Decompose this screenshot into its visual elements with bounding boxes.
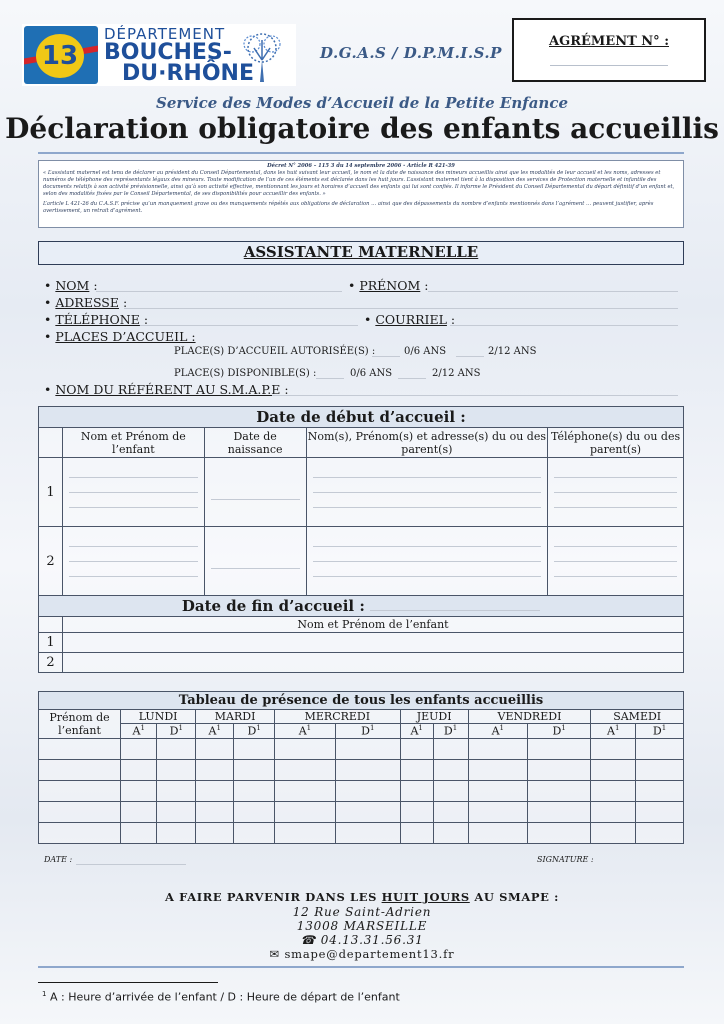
footnote: $^1$ A : Heure d’arrivée de l’enfant / D : Heure de départ de l’enfant [42, 990, 400, 1004]
places-disponibles-row: PLACE(S) DISPONIBLE(S) : [174, 368, 317, 379]
time-cell[interactable] [528, 759, 591, 780]
time-cell[interactable] [433, 801, 468, 822]
time-cell[interactable] [528, 738, 591, 759]
logo-13-emblem: 13 [24, 26, 98, 84]
prenom-field[interactable] [428, 291, 678, 292]
day-jeudi: JEUDI [400, 710, 468, 724]
page-title: Déclaration obligatoire des enfants accueillis [5, 112, 719, 145]
courriel-field[interactable] [450, 325, 678, 326]
accueil-table [38, 406, 684, 673]
fin-enfant-cell[interactable] [62, 633, 683, 653]
arrival-departure-header-row [39, 724, 684, 739]
enfant-cell[interactable] [62, 527, 204, 596]
presence-title: Tableau de présence de tous les enfants accueillis [39, 692, 684, 710]
courriel-label: • COURRIEL : [364, 312, 456, 327]
arrival-header: $A^1$ [275, 724, 336, 739]
time-cell[interactable] [234, 780, 275, 801]
telephone-field[interactable] [140, 325, 358, 326]
time-cell[interactable] [335, 801, 400, 822]
adresse-label: • ADRESSE : [44, 295, 128, 310]
time-cell[interactable] [275, 780, 336, 801]
time-cell[interactable] [528, 780, 591, 801]
day-vendredi: VENDREDI [468, 710, 591, 724]
departure-header: $D^1$ [433, 724, 468, 739]
prenom-cell[interactable] [39, 759, 121, 780]
time-cell[interactable] [196, 822, 234, 843]
row-number: 2 [39, 527, 63, 596]
logo-departement-text: DÉPARTEMENT [104, 25, 226, 43]
table-row [39, 527, 684, 596]
autorisees-0-6-label: 0/6 ANS [404, 346, 447, 357]
referent-label: • NOM DU RÉFÉRENT AU S.M.A.P.E : [44, 382, 289, 397]
day-samedi: SAMEDI [591, 710, 684, 724]
service-subtitle: Service des Modes d’Accueil de la Petite Enfance [155, 94, 568, 112]
naissance-cell[interactable] [204, 527, 306, 596]
table-row [39, 822, 684, 843]
time-cell[interactable] [468, 738, 527, 759]
time-cell[interactable] [400, 738, 433, 759]
bottom-divider [38, 966, 684, 968]
places-label: • PLACES D’ACCUEIL : [44, 329, 196, 344]
time-cell[interactable] [121, 759, 157, 780]
table-row [39, 458, 684, 527]
fin-accueil-date-field[interactable] [370, 610, 540, 611]
arrival-header: $A^1$ [121, 724, 157, 739]
enfant-cell[interactable] [62, 458, 204, 527]
decret-text: « L’assistant maternel est tenu de déclarer au président du Conseil Départemental, dans les huit suivant leur accueil, le nom et la date de naissance des mineurs accueillis ainsi que les modalités de leur accueil et les noms, adresses et numéros de téléphone des représentants légaux des mineurs. Toute modification de l’un de ces éléments est déclarée dans les huit jours. L’assistant maternel tient à la disposition des services de Protection maternelle et infantile des documents relatifs à son activité prévisionnelle, ainsi qu’à son activité effective, mentionnant les jours et horaires d’accueil des enfants qui lui sont confiés. Il informe le Président du Conseil Départemental du départ définitif d’un enfant et, selon des modalités fixées par le Conseil Départemental, de ses disponibilités pour accueillir des enfants. » [43, 170, 675, 197]
telephone-cell[interactable] [548, 458, 684, 527]
table-row [39, 738, 684, 759]
time-cell[interactable] [275, 801, 336, 822]
departure-header: $D^1$ [157, 724, 196, 739]
departement-logo [22, 24, 296, 86]
time-cell[interactable] [335, 738, 400, 759]
col-parents: Nom(s), Prénom(s) et adresse(s) du ou des parent(s) [307, 429, 546, 456]
col-prenom-enfant: Prénom de l’enfant [39, 710, 121, 739]
time-cell[interactable] [121, 780, 157, 801]
col-date-naissance: Date de naissance [204, 428, 306, 458]
time-cell[interactable] [468, 801, 527, 822]
prenom-cell[interactable] [39, 801, 121, 822]
address-city: 13008 MARSEILLE [296, 919, 428, 933]
assistante-section-header: ASSISTANTE MATERNELLE [38, 241, 684, 265]
time-cell[interactable] [157, 801, 196, 822]
arrival-header: $A^1$ [400, 724, 433, 739]
time-cell[interactable] [234, 738, 275, 759]
time-cell[interactable] [275, 759, 336, 780]
row-number: 1 [39, 633, 63, 653]
time-cell[interactable] [121, 801, 157, 822]
footnote-divider [38, 982, 218, 983]
fin-enfant-cell[interactable] [62, 653, 683, 673]
nom-field[interactable] [96, 291, 342, 292]
time-cell[interactable] [196, 738, 234, 759]
date-label: DATE : [44, 855, 73, 864]
time-cell[interactable] [121, 738, 157, 759]
time-cell[interactable] [196, 801, 234, 822]
fin-col-nom-enfant: Nom et Prénom de l’enfant [62, 617, 683, 633]
telephone-cell[interactable] [548, 527, 684, 596]
disponibles-2-12-label: 2/12 ANS [432, 368, 481, 379]
naissance-cell[interactable] [204, 458, 306, 527]
parents-cell[interactable] [306, 527, 548, 596]
parents-cell[interactable] [306, 458, 548, 527]
time-cell[interactable] [468, 822, 527, 843]
time-cell[interactable] [121, 822, 157, 843]
telephone-label: • TÉLÉPHONE : [44, 312, 149, 327]
day-mercredi: MERCREDI [275, 710, 401, 724]
time-cell[interactable] [275, 738, 336, 759]
adresse-field[interactable] [124, 308, 678, 309]
time-cell[interactable] [468, 759, 527, 780]
time-cell[interactable] [528, 801, 591, 822]
address-street: 12 Rue Saint-Adrien [292, 905, 432, 919]
logo-bouches-text: BOUCHES- [104, 40, 232, 65]
agrement-label: AGRÉMENT N° : [549, 34, 669, 49]
presence-table [38, 691, 684, 844]
time-cell[interactable] [591, 780, 636, 801]
time-cell[interactable] [433, 738, 468, 759]
time-cell[interactable] [636, 780, 684, 801]
table-row [39, 780, 684, 801]
referent-field[interactable] [272, 395, 678, 396]
send-instruction: A FAIRE PARVENIR DANS LES HUIT JOURS AU SMAPE : [165, 890, 559, 904]
time-cell[interactable] [400, 822, 433, 843]
time-cell[interactable] [157, 759, 196, 780]
day-mardi: MARDI [196, 710, 275, 724]
arrival-header: $A^1$ [468, 724, 527, 739]
day-lundi: LUNDI [121, 710, 196, 724]
autorisees-0-6-field[interactable] [372, 356, 400, 357]
col-nom-enfant: Nom et Prénom de l’enfant [62, 428, 204, 458]
prenom-cell[interactable] [39, 822, 121, 843]
decret-box [38, 160, 684, 228]
phone-icon: ☎ [300, 933, 317, 947]
time-cell[interactable] [157, 822, 196, 843]
debut-accueil-title: Date de début d’accueil : [39, 407, 684, 428]
signature-label: SIGNATURE : [537, 855, 594, 864]
address-phone: ☎ 04.13.31.56.31 [300, 933, 424, 947]
decret-article-text: L’article L 421-26 du C.A.S.F. précise qu’un manquement grave ou des manquements répétés aux obligations de déclaration … ainsi que des dépassements du nombre d’enfants mentionnés dans l’agrément … peuvent justifier, après avertissement, un retrait d’agrément. [43, 201, 654, 214]
table-row [39, 633, 684, 653]
col-telephone-parents: Téléphone(s) du ou des parent(s) [548, 428, 684, 458]
title-divider [38, 152, 684, 154]
autorisees-2-12-field[interactable] [456, 356, 484, 357]
places-autorisees-row: PLACE(S) D’ACCUEIL AUTORISÉE(S) : [174, 346, 376, 357]
table-row [39, 653, 684, 673]
dgas-header: D.G.A.S / D.P.M.I.S.P [320, 44, 502, 62]
time-cell[interactable] [400, 759, 433, 780]
departure-header: $D^1$ [636, 724, 684, 739]
time-cell[interactable] [433, 759, 468, 780]
time-cell[interactable] [591, 759, 636, 780]
prenom-cell[interactable] [39, 780, 121, 801]
time-cell[interactable] [400, 801, 433, 822]
envelope-icon: ✉ [269, 947, 280, 961]
disponibles-0-6-field[interactable] [316, 378, 344, 379]
disponibles-0-6-label: 0/6 ANS [350, 368, 393, 379]
time-cell[interactable] [234, 759, 275, 780]
time-cell[interactable] [196, 780, 234, 801]
autorisees-2-12-label: 2/12 ANS [488, 346, 537, 357]
time-cell[interactable] [234, 801, 275, 822]
time-cell[interactable] [591, 738, 636, 759]
time-cell[interactable] [433, 780, 468, 801]
time-cell[interactable] [636, 738, 684, 759]
time-cell[interactable] [335, 759, 400, 780]
time-cell[interactable] [636, 759, 684, 780]
time-cell[interactable] [591, 822, 636, 843]
time-cell[interactable] [157, 780, 196, 801]
time-cell[interactable] [335, 780, 400, 801]
time-cell[interactable] [275, 822, 336, 843]
time-cell[interactable] [433, 822, 468, 843]
arrival-header: $A^1$ [591, 724, 636, 739]
nom-label: • NOM : [44, 278, 98, 293]
agrement-field[interactable] [550, 65, 668, 66]
date-field[interactable] [76, 864, 186, 865]
departure-header: $D^1$ [528, 724, 591, 739]
decret-title: Décret N° 2006 – 115 3 du 14 septembre 2006 - Article R 421-39 [267, 163, 455, 169]
row-number: 1 [39, 458, 63, 527]
time-cell[interactable] [591, 801, 636, 822]
time-cell[interactable] [196, 759, 234, 780]
time-cell[interactable] [468, 780, 527, 801]
departure-header: $D^1$ [234, 724, 275, 739]
disponibles-2-12-field[interactable] [398, 378, 426, 379]
fin-accueil-title: Date de fin d’accueil : [39, 596, 684, 617]
time-cell[interactable] [636, 801, 684, 822]
olive-tree-icon [232, 26, 292, 84]
address-email[interactable]: ✉ smape@departement13.fr [269, 947, 455, 961]
table-row [39, 759, 684, 780]
time-cell[interactable] [234, 822, 275, 843]
time-cell[interactable] [335, 822, 400, 843]
logo-rhone-text: DU·RHÔNE [122, 61, 254, 86]
departure-header: $D^1$ [335, 724, 400, 739]
time-cell[interactable] [528, 822, 591, 843]
agrement-box [512, 18, 706, 82]
time-cell[interactable] [636, 822, 684, 843]
prenom-cell[interactable] [39, 738, 121, 759]
prenom-label: • PRÉNOM : [348, 278, 429, 293]
time-cell[interactable] [400, 780, 433, 801]
table-row [39, 801, 684, 822]
time-cell[interactable] [157, 738, 196, 759]
arrival-header: $A^1$ [196, 724, 234, 739]
row-number: 2 [39, 653, 63, 673]
